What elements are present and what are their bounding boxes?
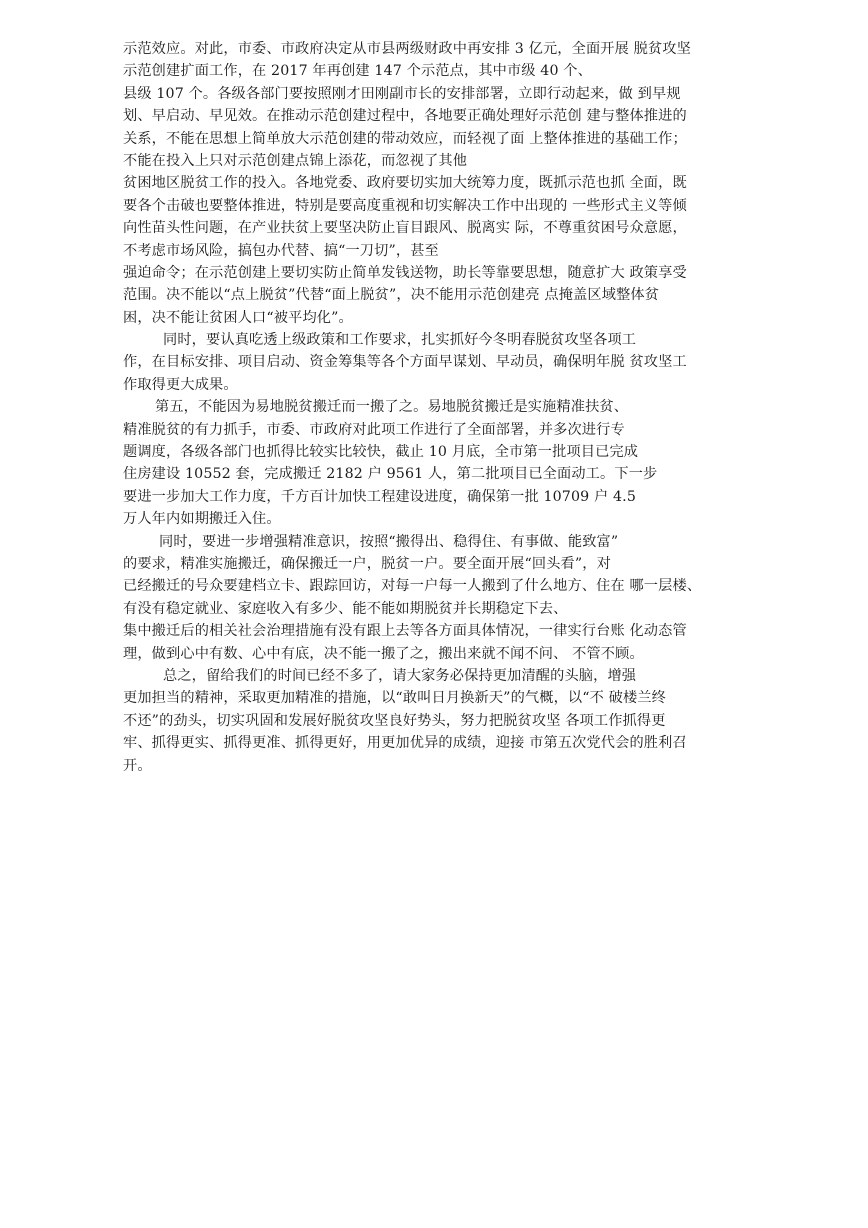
text-line: 住房建设 10552 套，完成搬迁 2182 户 9561 人，第二批项目已全面动工。下一步 <box>123 466 658 483</box>
text-line: 要进一步加大工作力度，千方百计加快工程建设进度，确保第一批 10709 户 4.5 <box>123 488 637 505</box>
text-line: 理，做到心中有数、心中有底，决不能一搬了之，搬出来就不闻不问、 不管不顾。 <box>123 645 644 662</box>
text-line: 已经搬迁的号众要建档立卡、跟踪回访，对每一户每一人搬到了什么地方、住在 哪一层楼、 <box>123 578 702 595</box>
text-line: 关系，不能在思想上简单放大示范创建的带动效应，而轻视了面 上整体推进的基础工作； <box>123 130 687 147</box>
text-line: 不还”的劲头，切实巩固和发展好脱贫攻坚良好势头，努力把脱贫攻坚 各项工作抓得更 <box>123 712 666 729</box>
text-line: 的要求，精准实施搬迁，确保搬迁一户，脱贫一户。要全面开展“回头看”，对 <box>123 555 611 572</box>
text-line: 向性苗头性问题，在产业扶贫上要坚决防止盲目跟风、脱离实 际，不尊重贫困号众意愿， <box>123 220 687 237</box>
text-line: 强迫命令；在示范创建上要切实防止简单发钱送物，助长等靠要思想，随意扩大 政策享受 <box>123 264 687 281</box>
paragraph-start-line: 同时，要进一步增强精准意识，按照“搬得出、稳得住、有事做、能致富” <box>159 533 619 550</box>
text-line: 更加担当的精神，采取更加精准的措施，以“敢叫日月换新天”的气概，以“不 破楼兰终 <box>123 690 667 707</box>
text-line: 划、早启动、早见效。在推动示范创建过程中，各地要正确处理好示范创 建与整体推进的 <box>123 108 687 125</box>
text-line: 不能在投入上只对示范创建点锦上添花，而忽视了其他 <box>123 152 468 169</box>
text-line: 开。 <box>123 757 152 774</box>
text-line: 作，在目标安排、项目启动、资金筹集等各个方面早谋划、早动员，确保明年脱 贫攻坚工 <box>123 354 687 371</box>
paragraph-start-line: 总之，留给我们的时间已经不多了，请大家务必保持更加清醒的头脑，增强 <box>163 667 637 684</box>
text-line: 贫困地区脱贫工作的投入。各地党委、政府要切实加大统筹力度，既抓示范也抓 全面，既 <box>123 175 687 192</box>
text-line: 范围。决不能以“点上脱贫”代替“面上脱贫”，决不能用示范创建亮 点掩盖区域整体贫 <box>123 287 660 304</box>
text-line: 精准脱贫的有力抓手，市委、市政府对此项工作进行了全面部署，并多次进行专 <box>123 421 625 438</box>
text-line: 作取得更大成果。 <box>123 376 238 393</box>
text-line: 有没有稳定就业、家庭收入有多少、能不能如期脱贫并长期稳定下去、 <box>123 600 568 617</box>
paragraph-start-line: 第五，不能因为易地脱贫搬迁而一搬了之。易地脱贫搬迁是实施精准扶贫、 <box>155 399 629 416</box>
text-line: 万人年内如期搬迁入住。 <box>123 511 281 528</box>
text-line: 牢、抓得更实、抓得更准、抓得更好，用更加优异的成绩，迎接 市第五次党代会的胜利召 <box>123 735 687 752</box>
paragraph-start-line: 同时，要认真吃透上级政策和工作要求，扎实抓好今冬明春脱贫攻坚各项工 <box>163 332 637 349</box>
document-body <box>123 38 747 777</box>
text-line: 不考虑市场风险，搞包办代替、搞“一刀切”，甚至 <box>123 242 439 259</box>
text-line: 题调度，各级各部门也抓得比较实比较快，截止 10 月底，全市第一批项目已完成 <box>123 444 639 461</box>
text-line: 县级 107 个。各级各部门要按照刚才田刚副市长的安排部署，立即行动起来，做 到早规 <box>123 85 681 102</box>
text-line: 集中搬迁后的相关社会治理措施有没有跟上去等各方面具体情况，一律实行台账 化动态管 <box>123 623 687 640</box>
text-line: 示范效应。对此，市委、市政府决定从市县两级财政中再安排 3 亿元，全面开展 脱贫攻坚 <box>123 41 691 57</box>
text-line: 困，决不能让贫困人口“被平均化”。 <box>123 309 353 326</box>
text-line: 示范创建扩面工作，在 2017 年再创建 147 个示范点，其中市级 40 个、 <box>123 63 592 80</box>
text-line: 要各个击破也要整体推进，特别是要高度重视和切实解决工作中出现的 一些形式主义等倾 <box>123 197 687 214</box>
